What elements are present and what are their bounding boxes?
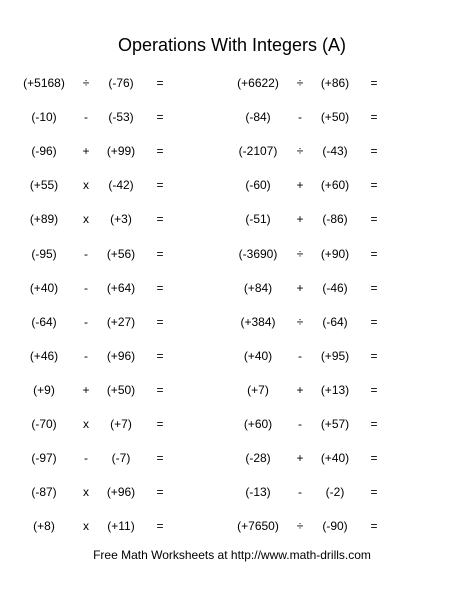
operator-symbol: + [296, 382, 304, 397]
second-operand: (+99) [106, 144, 136, 159]
equals-sign: = [370, 485, 378, 500]
operator-symbol: ÷ [296, 144, 304, 159]
operator-symbol: ÷ [296, 76, 304, 90]
first-operand: (+6622) [237, 76, 279, 90]
problem-row [18, 140, 178, 162]
equals-sign: = [156, 76, 164, 90]
operator-symbol: - [84, 280, 88, 295]
problem-row [232, 447, 392, 469]
second-operand: (+3) [110, 212, 132, 227]
first-operand: (+60) [243, 417, 273, 431]
second-operand: (+27) [106, 314, 136, 329]
problem-row [18, 208, 178, 230]
second-operand: (-53) [108, 110, 134, 125]
first-operand: (-95) [31, 246, 57, 261]
problem-row [232, 72, 392, 94]
second-operand: (+86) [320, 76, 350, 90]
second-operand: (-90) [322, 519, 348, 534]
first-operand: (-87) [31, 485, 57, 500]
equals-sign: = [370, 212, 378, 227]
operator-symbol: ÷ [296, 246, 304, 261]
operator-symbol: x [83, 178, 89, 193]
problem-row [232, 413, 392, 435]
first-operand: (-51) [245, 212, 271, 227]
problem-row [18, 515, 178, 537]
equals-sign: = [156, 246, 164, 261]
operator-symbol: x [83, 212, 89, 227]
first-operand: (-28) [245, 451, 271, 466]
problem-row [232, 208, 392, 230]
first-operand: (-10) [31, 110, 57, 125]
equals-sign: = [156, 519, 164, 534]
problem-row [18, 447, 178, 469]
first-operand: (+5168) [23, 76, 65, 90]
second-operand: (+95) [320, 348, 350, 363]
problem-row [18, 277, 178, 299]
first-operand: (+40) [29, 280, 59, 295]
second-operand: (-7) [111, 451, 131, 466]
second-operand: (-86) [322, 212, 348, 227]
equals-sign: = [156, 417, 164, 431]
equals-sign: = [370, 451, 378, 466]
problem-row [18, 345, 178, 367]
equals-sign: = [156, 178, 164, 193]
second-operand: (+40) [320, 451, 350, 466]
problem-row [232, 106, 392, 128]
operator-symbol: x [83, 485, 89, 500]
problem-row [232, 481, 392, 503]
first-operand: (+84) [243, 280, 273, 295]
second-operand: (+50) [320, 110, 350, 125]
problem-row [232, 174, 392, 196]
operator-symbol: + [296, 178, 304, 193]
problem-row [232, 311, 392, 333]
second-operand: (+7) [110, 417, 132, 431]
operator-symbol: - [298, 417, 302, 431]
operator-symbol: + [82, 382, 90, 397]
equals-sign: = [370, 280, 378, 295]
first-operand: (-96) [31, 144, 57, 159]
operator-symbol: - [84, 246, 88, 261]
problem-row [18, 174, 178, 196]
problem-row [18, 243, 178, 265]
second-operand: (-46) [322, 280, 348, 295]
operator-symbol: x [83, 519, 89, 534]
equals-sign: = [370, 76, 378, 90]
second-operand: (-42) [108, 178, 134, 193]
problem-row [18, 72, 178, 94]
operator-symbol: ÷ [296, 519, 304, 534]
equals-sign: = [370, 417, 378, 431]
equals-sign: = [370, 246, 378, 261]
second-operand: (+50) [106, 382, 136, 397]
operator-symbol: + [296, 212, 304, 227]
problem-row [232, 379, 392, 401]
equals-sign: = [156, 212, 164, 227]
problem-row [232, 243, 392, 265]
first-operand: (+7650) [237, 519, 279, 534]
problem-row [232, 345, 392, 367]
second-operand: (+90) [320, 246, 350, 261]
first-operand: (+8) [33, 519, 55, 534]
second-operand: (+13) [320, 382, 350, 397]
operator-symbol: - [84, 314, 88, 329]
equals-sign: = [156, 144, 164, 159]
problem-row [232, 515, 392, 537]
first-operand: (+40) [243, 348, 273, 363]
problem-row [18, 379, 178, 401]
operator-symbol: - [298, 110, 302, 125]
equals-sign: = [156, 280, 164, 295]
first-operand: (-3690) [238, 246, 278, 261]
operator-symbol: - [298, 485, 302, 500]
equals-sign: = [370, 178, 378, 193]
second-operand: (+57) [320, 417, 350, 431]
equals-sign: = [156, 110, 164, 125]
second-operand: (+56) [106, 246, 136, 261]
first-operand: (+384) [240, 314, 276, 329]
equals-sign: = [370, 519, 378, 534]
first-operand: (-2107) [238, 144, 278, 159]
first-operand: (+7) [247, 382, 269, 397]
first-operand: (-64) [31, 314, 57, 329]
equals-sign: = [156, 348, 164, 363]
operator-symbol: + [296, 451, 304, 466]
second-operand: (-43) [322, 144, 348, 159]
first-operand: (+9) [33, 382, 55, 397]
second-operand: (+64) [106, 280, 136, 295]
equals-sign: = [156, 314, 164, 329]
second-operand: (+11) [107, 519, 135, 534]
equals-sign: = [370, 348, 378, 363]
first-operand: (-97) [31, 451, 57, 466]
second-operand: (+96) [106, 485, 136, 500]
problem-row [18, 311, 178, 333]
equals-sign: = [156, 451, 164, 466]
operator-symbol: - [84, 451, 88, 466]
footer-text: Free Math Worksheets at http://www.math-drills.com [93, 548, 371, 562]
equals-sign: = [156, 485, 164, 500]
operator-symbol: - [84, 348, 88, 363]
first-operand: (-70) [31, 417, 57, 431]
operator-symbol: ÷ [82, 76, 90, 90]
operator-symbol: x [83, 417, 89, 431]
problem-row [18, 413, 178, 435]
right-problem-column [232, 72, 392, 562]
equals-sign: = [370, 382, 378, 397]
left-problem-column [18, 72, 178, 562]
operator-symbol: + [82, 144, 90, 159]
second-operand: (-64) [322, 314, 348, 329]
problem-row [18, 106, 178, 128]
first-operand: (-60) [245, 178, 271, 193]
equals-sign: = [156, 382, 164, 397]
second-operand: (-76) [108, 76, 134, 90]
problem-row [232, 277, 392, 299]
first-operand: (+89) [29, 212, 59, 227]
first-operand: (-84) [245, 110, 271, 125]
operator-symbol: ÷ [296, 314, 304, 329]
operator-symbol: - [298, 348, 302, 363]
second-operand: (+96) [106, 348, 136, 363]
second-operand: (-2) [325, 485, 345, 500]
first-operand: (+55) [29, 178, 59, 193]
problem-row [18, 481, 178, 503]
first-operand: (+46) [29, 348, 59, 363]
equals-sign: = [370, 314, 378, 329]
operator-symbol: - [84, 110, 88, 125]
page-title: Operations With Integers (A) [117, 35, 347, 55]
operator-symbol: + [296, 280, 304, 295]
second-operand: (+60) [320, 178, 350, 193]
first-operand: (-13) [245, 485, 271, 500]
equals-sign: = [370, 144, 378, 159]
equals-sign: = [370, 110, 378, 125]
problem-row [232, 140, 392, 162]
